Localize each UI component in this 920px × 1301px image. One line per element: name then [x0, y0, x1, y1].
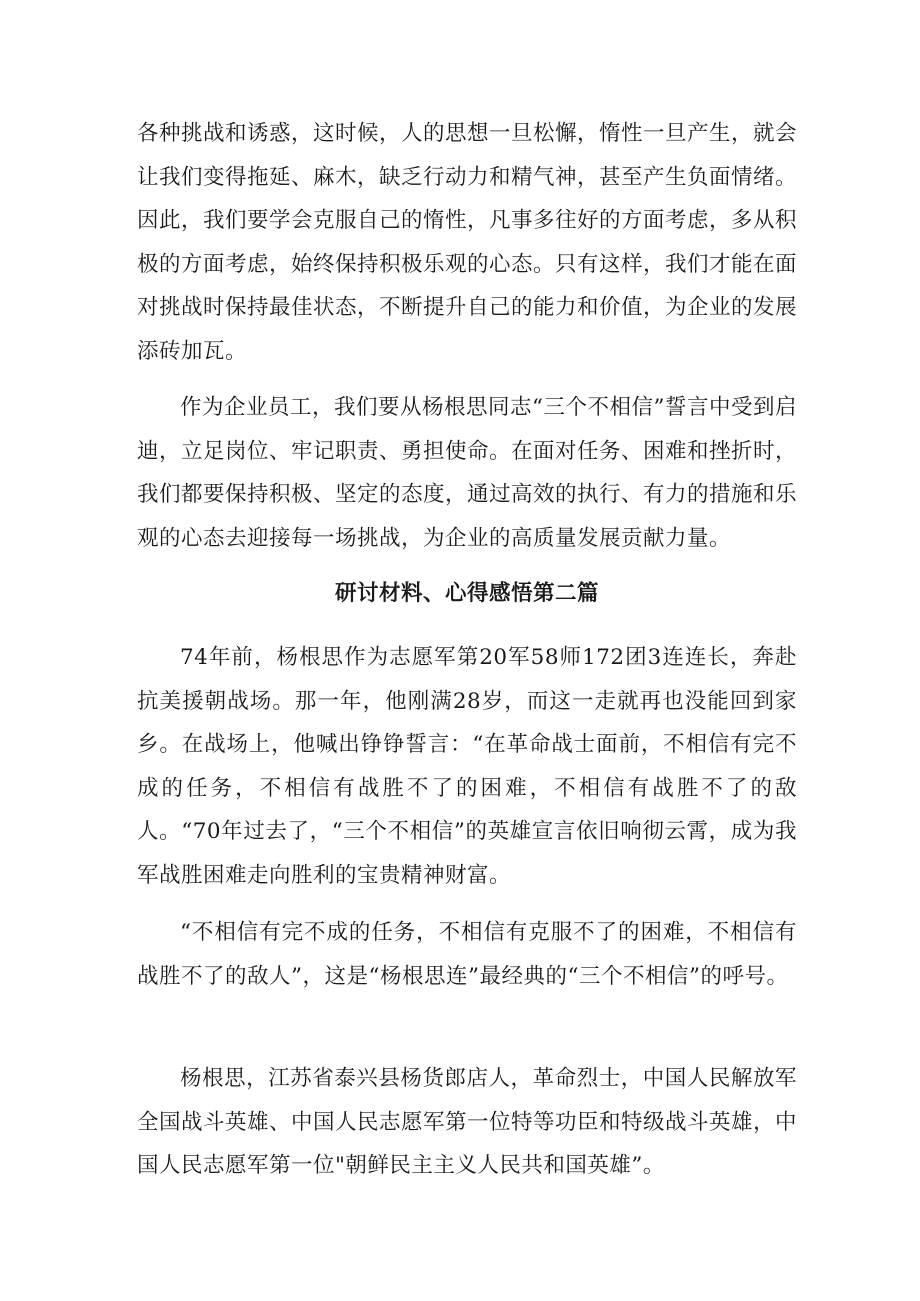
- section-heading: 研讨材料、心得感悟第二篇: [334, 581, 599, 606]
- paragraph-employee-inspiration: 作为企业员工，我们要从杨根思同志“三个不相信”誓言中受到启迪，立足岗位、牢记职责、勇担使命。在面对任务、困难和挫折时，我们都要保持积极、坚定的态度，通过高效的执行、有力的措施和乐观的心态去迎接每一场挑战，为企业的高质量发展贡献力量。: [137, 395, 798, 551]
- paragraph-yang-gensi-bio: 杨根思，江苏省泰兴县杨货郎店人，革命烈士，中国人民解放军全国战斗英雄、中国人民志愿军第一位特等功臣和特级战斗英雄，中国人民志愿军第一位"朝鲜民主主义人民共和国英雄”。: [137, 1066, 798, 1179]
- paragraph-three-disbeliefs: “不相信有完不成的任务，不相信有克服不了的困难，不相信有战胜不了的敌人”，这是“杨根思连”最经典的“三个不相信”的呼号。: [137, 920, 797, 989]
- paragraph-overcome-inertia: 各种挑战和诱惑，这时候，人的思想一旦松懈，惰性一旦产生，就会让我们变得拖延、麻木，缺乏行动力和精气神，甚至产生负面情绪。因此，我们要学会克服自己的惰性，凡事多往好的方面考虑，多从积极的方面考虑，始终保持积极乐观的心态。只有这样，我们才能在面对挑战时保持最佳状态，不断提升自己的能力和价值，为企业的发展添砖加瓦。: [137, 121, 798, 364]
- paragraph-yang-gensi-history: 74年前，杨根思作为志愿军第20军58师172团3连连长，奔赴抗美援朝战场。那一年，他刚满28岁，而这一走就再也没能回到家乡。在战场上，他喊出铮铮誓言：“在革命战士面前，不相信有完不成的任务，不相信有战胜不了的困难，不相信有战胜不了的敌人。“70年过去了，“三个不相信”的英雄宣言依旧响彻云霄，成为我军战胜困难走向胜利的宝贵精神财富。: [137, 645, 797, 888]
